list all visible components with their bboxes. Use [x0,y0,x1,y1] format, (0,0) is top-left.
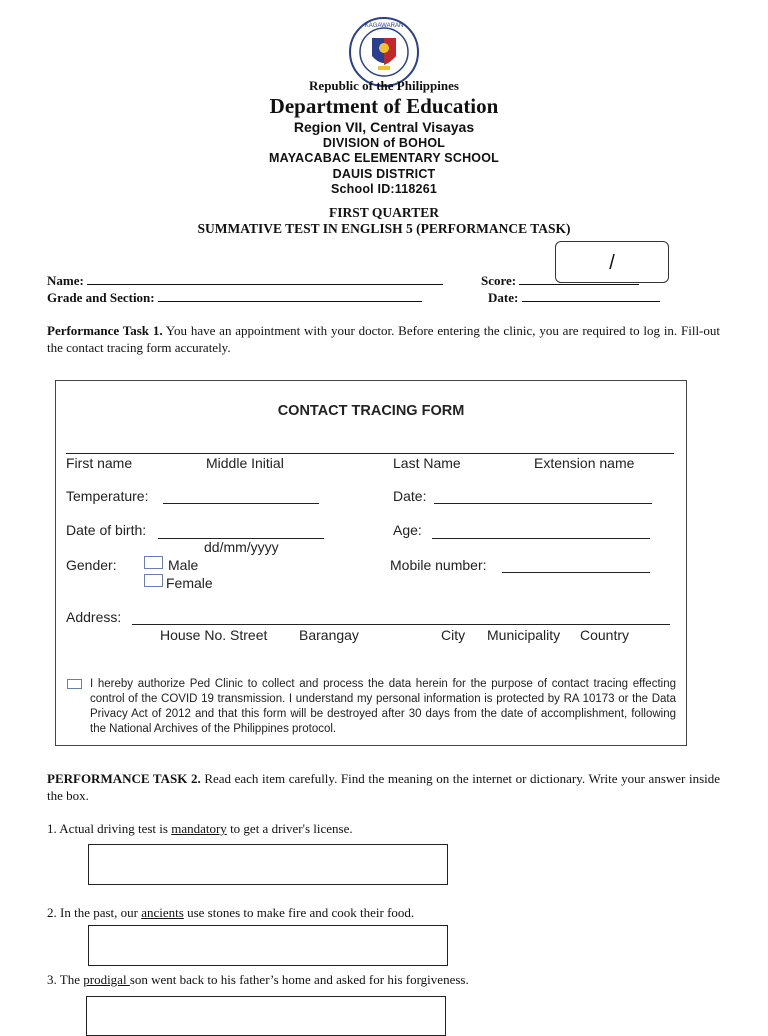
answer-box-3[interactable] [86,996,446,1036]
gender-label: Gender: [66,557,117,573]
house-street-label: House No. Street [160,627,268,643]
svg-text:KAGAWARAN: KAGAWARAN [364,23,404,29]
quarter-line: FIRST QUARTER [329,205,439,220]
last-name-label: Last Name [393,455,461,471]
answer-box-1[interactable] [88,844,448,885]
question-3-word: prodigal [83,972,130,987]
city-label: City [441,627,466,643]
municipality-label: Municipality [487,627,561,643]
question-3-post: son went back to his father’s home and asked for his forgiveness. [129,972,469,987]
dob-label: Date of birth: [66,522,147,538]
question-1-word: mandatory [171,821,227,836]
fullname-line[interactable] [66,453,674,454]
score-line [519,272,639,285]
address-line[interactable] [132,624,670,625]
question-2 [47,905,414,921]
task2-heading: PERFORMANCE TASK 2. [47,771,201,786]
republic-line: Republic of the Philippines [309,78,459,93]
form-date-label: Date: [393,488,427,504]
school-id-line: School ID:118261 [330,182,438,196]
name-line [87,272,443,285]
school-line: MAYACABAC ELEMENTARY SCHOOL [269,151,499,165]
male-label: Male [168,557,199,573]
district-line: DAUIS DISTRICT [332,167,436,181]
male-checkbox[interactable] [144,556,163,569]
grade-colon: : [150,290,155,305]
age-line[interactable] [432,538,650,539]
name-field[interactable] [47,272,443,289]
date-field[interactable] [488,289,660,306]
form-title: CONTACT TRACING FORM [277,403,465,419]
grade-section-field[interactable] [47,289,422,306]
task1-heading: Performance Task 1. [47,323,163,338]
question-2-pre: 2. In the past, our [47,905,142,920]
temperature-label: Temperature: [66,488,149,504]
division-line: DIVISION of BOHOL [322,136,446,150]
department-title: Department of Education [269,94,499,118]
age-label: Age: [393,522,422,538]
consent-text: I hereby authorize Ped Clinic to collect and process the data herein for the purpose of contact tracing effecting control of the COVID 19 transmission. I understand my personal information is protected by RA 10173 or the Data Privacy Act of 2012 and that this form will be destroyed after 30 days from the date of accomplishment, following the National Archives of the Philippines protocol. [90,678,676,735]
test-title: SUMMATIVE TEST IN ENGLISH 5 (PERFORMANCE TASK) [197,221,571,236]
address-label: Address: [66,609,122,625]
answer-box-2[interactable] [88,925,448,966]
region-line: Region VII, Central Visayas [293,119,475,135]
grade-label: Grade and Section [47,290,151,305]
female-checkbox[interactable] [144,574,163,587]
mobile-line[interactable] [502,572,650,573]
date-label: Date: [488,290,519,305]
barangay-label: Barangay [299,627,359,643]
first-name-label: First name [66,455,133,471]
question-2-post: use stones to make fire and cook their food. [183,905,415,920]
consent-checkbox[interactable] [67,679,82,689]
grade-line [158,289,422,302]
question-1 [47,821,353,837]
question-2-word: ancients [141,905,184,920]
mobile-label: Mobile number: [390,557,487,573]
question-3 [47,972,469,988]
question-1-pre: 1. Actual driving test is [47,821,172,836]
middle-initial-label: Middle Initial [206,455,284,471]
task2-text: Read each item carefully. Find the meaning on the internet or dictionary. Write your answer inside the box. [47,771,721,803]
dob-format: dd/mm/yyyy [204,539,279,555]
temperature-line[interactable] [163,503,319,504]
question-3-pre: 3. The [47,972,84,987]
task1-paragraph [47,322,720,356]
extension-name-label: Extension name [534,455,635,471]
name-label: Name: [47,273,84,288]
form-date-line[interactable] [434,503,652,504]
task1-text: You have an appointment with your doctor. Before entering the clinic, you are required to log in. Fill-out the contact tracing form accurately. [47,323,720,355]
female-label: Female [166,575,213,591]
score-field[interactable] [481,272,639,289]
contact-tracing-form [55,380,687,746]
score-slash: / [609,252,615,274]
question-1-post: to get a driver's license. [226,821,353,836]
task2-paragraph [47,770,720,804]
country-label: Country [580,627,630,643]
date-line [522,289,660,302]
score-label: Score: [481,273,517,288]
